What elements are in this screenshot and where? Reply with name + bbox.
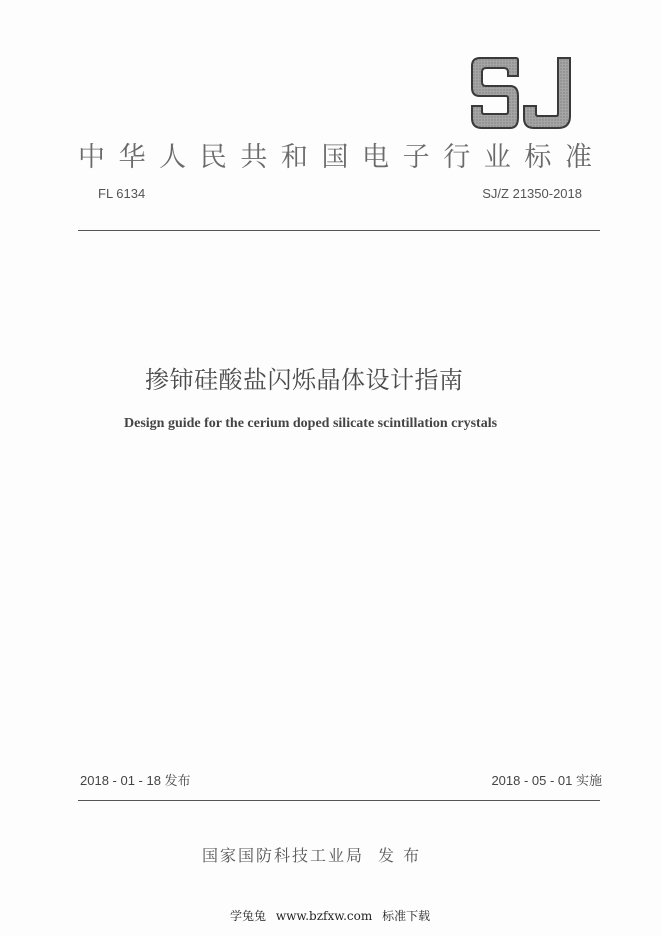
watermark-url[interactable]: www.bzfxw.com [275, 909, 373, 923]
heading-char: 人 [159, 142, 187, 173]
heading-char: 华 [118, 142, 146, 173]
heading-char: 中 [78, 142, 105, 173]
heading-char: 国 [321, 142, 349, 173]
issuer-action: 发 布 [378, 846, 422, 865]
issuing-authority [202, 843, 421, 866]
header-divider [78, 230, 600, 231]
heading-char: 民 [199, 142, 227, 173]
watermark-site-name: 学兔兔 [230, 909, 267, 923]
watermark-slogan: 标准下载 [382, 909, 431, 923]
document-title-en: Design guide for the cerium doped silicate scintillation crystals [124, 416, 498, 431]
heading-char: 共 [240, 142, 268, 173]
footer-divider [78, 800, 600, 801]
heading-char: 和 [280, 142, 308, 173]
classification-code: FL 6134 [98, 186, 146, 201]
heading-char: 准 [564, 142, 592, 173]
sj-logo [470, 56, 574, 130]
document-title-cn: 掺铈硅酸盐闪烁晶体设计指南 [145, 366, 464, 394]
issuer-name: 国家国防科技工业局 [202, 846, 365, 865]
heading-char: 子 [402, 142, 430, 173]
watermark [230, 907, 430, 924]
industry-standard-heading [78, 135, 592, 174]
heading-char: 行 [443, 142, 471, 173]
heading-char: 业 [483, 142, 511, 173]
heading-char: 标 [524, 142, 552, 173]
standard-number: SJ/Z 21350-2018 [482, 186, 582, 201]
heading-char: 电 [362, 142, 390, 173]
publish-date: 2018 - 01 - 18 发布 [80, 773, 191, 788]
implementation-date: 2018 - 05 - 01 实施 [491, 773, 602, 788]
